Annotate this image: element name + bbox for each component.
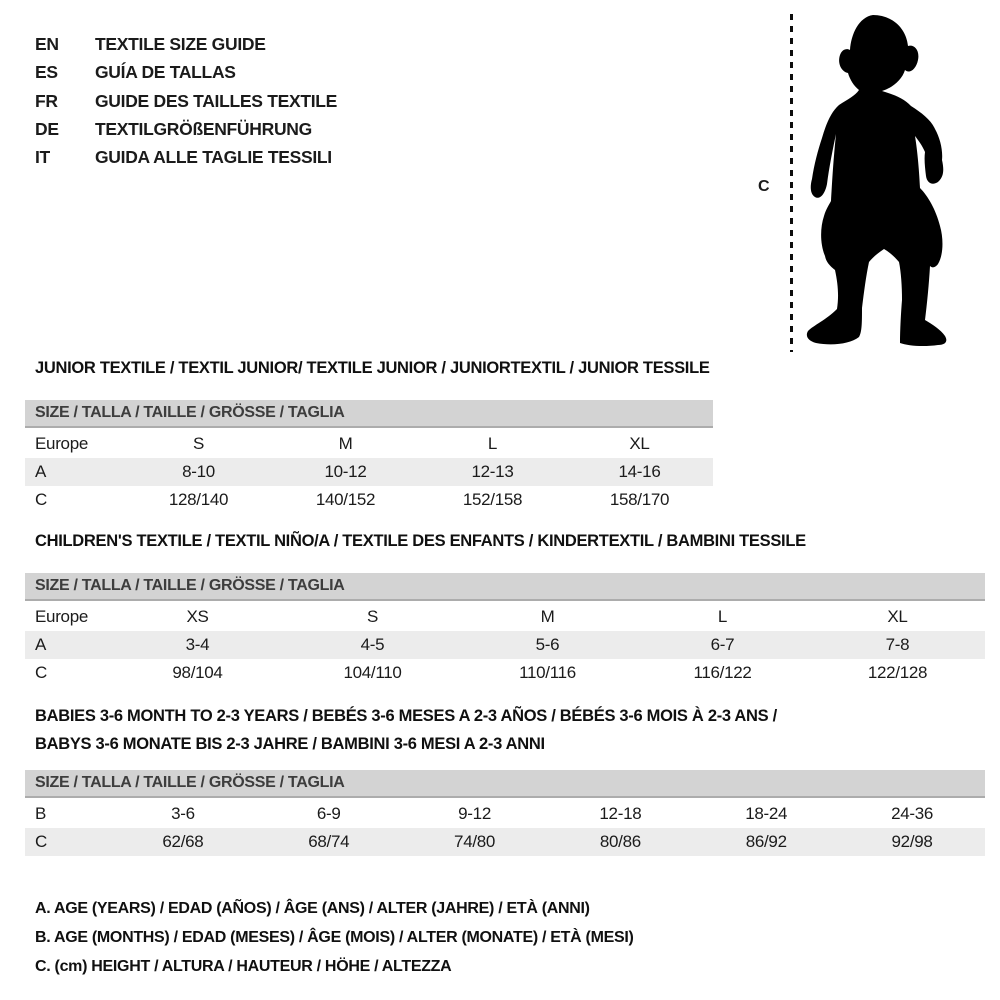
table-cell: 24-36 [891, 804, 934, 823]
row-label: A [35, 462, 47, 481]
table-cell: 4-5 [360, 635, 385, 654]
legend-note-a: A. AGE (YEARS) / EDAD (AÑOS) / ÂGE (ANS) / ALTER (JAHRE) / ETÀ (ANNI) [35, 900, 590, 917]
table-cell: 92/98 [891, 832, 933, 851]
table-cell: 3-6 [171, 804, 195, 823]
height-measure-dashed-line [790, 14, 793, 352]
section-title: JUNIOR TEXTILE / TEXTIL JUNIOR/ TEXTILE JUNIOR / JUNIORTEXTIL / JUNIOR TESSILE [35, 359, 710, 377]
row-label: B [35, 804, 47, 823]
table-cell: 8-10 [182, 462, 215, 481]
table-cell: 12-18 [599, 804, 642, 823]
language-code: DE [35, 118, 59, 139]
section-junior-textile [25, 358, 713, 514]
legend-note-b: B. AGE (MONTHS) / EDAD (MESES) / ÂGE (MOIS) / ALTER (MONATE) / ETÀ (MESI) [35, 929, 634, 946]
row-label: Europe [35, 434, 89, 453]
table-cell: 98/104 [172, 663, 223, 682]
table-cell: 68/74 [308, 832, 350, 851]
table-cell: 14-16 [618, 462, 661, 481]
table-row-age-years [25, 458, 713, 486]
table-row-europe [25, 603, 985, 631]
table-cell: 6-9 [316, 804, 341, 823]
table-cell: 140/152 [315, 490, 376, 509]
table-cell: 7-8 [885, 635, 910, 654]
table-cell: M [540, 607, 555, 626]
section-title-line-2: BABYS 3-6 MONATE BIS 2-3 JAHRE / BAMBINI 3-6 MESI A 2-3 ANNI [35, 735, 545, 753]
toddler-silhouette-path [807, 15, 946, 346]
language-code: IT [35, 147, 50, 168]
table-row-height-cm [25, 486, 713, 514]
legend-note-c: C. (cm) HEIGHT / ALTURA / HAUTEUR / HÖHE / ALTEZZA [35, 958, 452, 975]
guide-title: GUIDA ALLE TAGLIE TESSILI [95, 147, 332, 168]
size-table-junior [25, 430, 713, 514]
table-row-age-months [25, 800, 985, 828]
height-measure-label: C [758, 178, 770, 195]
table-cell: 80/86 [599, 832, 641, 851]
table-cell: 128/140 [168, 490, 229, 509]
table-cell: 158/170 [609, 490, 670, 509]
table-cell: 12-13 [471, 462, 514, 481]
size-table-children [25, 603, 985, 687]
section-title-line-1: BABIES 3-6 MONTH TO 2-3 YEARS / BEBÉS 3-6 MESES A 2-3 AÑOS / BÉBÉS 3-6 MOIS À 2-3 ANS / [35, 707, 777, 725]
size-header-band: SIZE / TALLA / TAILLE / GRÖSSE / TAGLIA [25, 770, 985, 798]
table-row-age-years [25, 631, 985, 659]
section-babies-textile [25, 702, 985, 856]
table-cell: M [338, 434, 353, 453]
table-cell: L [487, 434, 498, 453]
table-cell: S [192, 434, 205, 453]
table-row-height-cm [25, 828, 985, 856]
table-cell: 62/68 [162, 832, 204, 851]
section-title: CHILDREN'S TEXTILE / TEXTIL NIÑO/A / TEXTILE DES ENFANTS / KINDERTEXTIL / BAMBINI TESSILE [35, 532, 806, 550]
row-label: C [35, 490, 47, 509]
table-cell: 9-12 [458, 804, 491, 823]
table-cell: 116/122 [693, 663, 752, 682]
guide-title: GUIDE DES TAILLES TEXTILE [95, 90, 338, 111]
row-label: Europe [35, 607, 89, 626]
guide-title: TEXTILGRÖßENFÜHRUNG [95, 118, 312, 139]
language-row [35, 58, 337, 86]
language-row [35, 115, 337, 143]
table-cell: 110/116 [519, 663, 576, 682]
toddler-silhouette-icon [804, 12, 962, 348]
table-row-height-cm [25, 659, 985, 687]
table-cell: 152/158 [462, 490, 523, 509]
guide-title: TEXTILE SIZE GUIDE [95, 34, 266, 54]
table-cell: XL [629, 434, 650, 453]
table-row-europe [25, 430, 713, 458]
language-row [35, 87, 337, 115]
table-cell: 74/80 [454, 832, 496, 851]
language-list [35, 30, 337, 171]
size-header-band: SIZE / TALLA / TAILLE / GRÖSSE / TAGLIA [25, 400, 713, 428]
table-cell: XS [186, 607, 209, 626]
table-cell: 86/92 [745, 832, 787, 851]
row-label: C [35, 663, 47, 682]
table-cell: 122/128 [867, 663, 928, 682]
guide-title: GUÍA DE TALLAS [95, 62, 236, 83]
language-code: ES [35, 62, 58, 83]
table-cell: L [717, 607, 728, 626]
table-cell: 6-7 [710, 635, 735, 654]
table-cell: 10-12 [324, 462, 367, 481]
language-row [35, 143, 337, 171]
table-cell: XL [887, 607, 908, 626]
table-cell: 5-6 [535, 635, 560, 654]
table-cell: 104/110 [343, 663, 402, 682]
table-cell: S [366, 607, 379, 626]
size-table-babies [25, 800, 985, 856]
section-childrens-textile [25, 531, 985, 687]
size-header-band: SIZE / TALLA / TAILLE / GRÖSSE / TAGLIA [25, 573, 985, 601]
language-code: FR [35, 90, 58, 111]
table-cell: 18-24 [745, 804, 788, 823]
row-label: C [35, 832, 47, 851]
table-cell: 3-4 [185, 635, 210, 654]
language-row [35, 30, 337, 58]
row-label: A [35, 635, 47, 654]
legend-notes [35, 894, 634, 981]
language-code: EN [35, 34, 59, 54]
